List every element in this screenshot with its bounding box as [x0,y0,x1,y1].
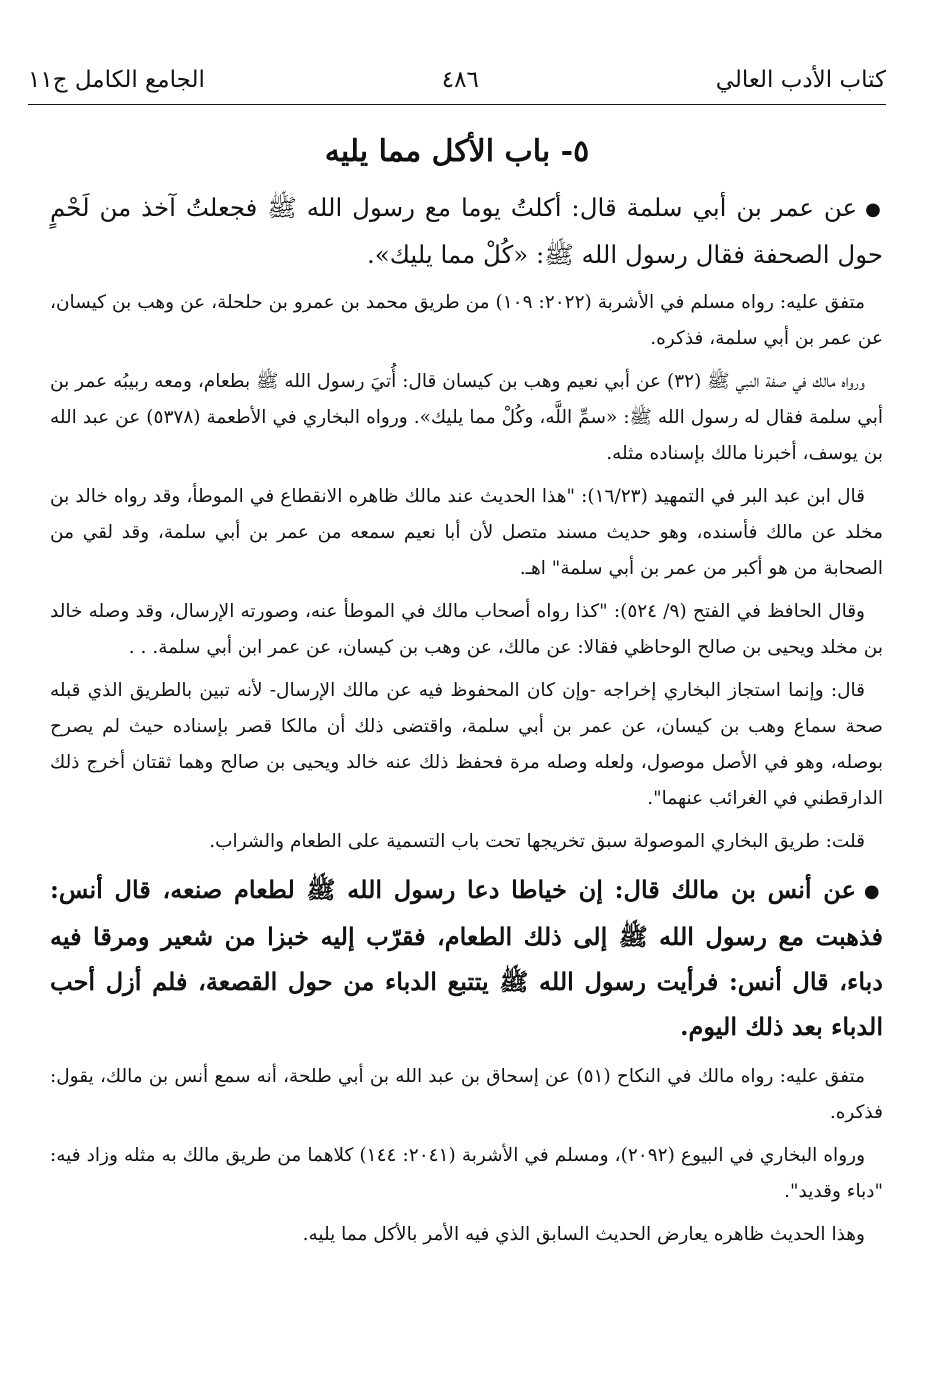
takhrij-note: قال ابن عبد البر في التمهيد (١٦/٢٣): "هذا الحديث عند مالك ظاهره الانقطاع في الموطأ، وقد رواه خالد بن مخلد عن مالك فأسنده، وهو حديث مسند متصل لأن أبا نعيم سمعه من عمر بن أبي سلمة، وقد لقي من الصحابة من هو أكبر من عمر بن أبي سلمة" اهـ. [50,486,883,579]
takhrij-note: متفق عليه: رواه مسلم في الأشربة (٢٠٢٢: ١٠٩) من طريق محمد بن عمرو بن حلحلة، عن وهب بن كيسان، عن عمر بن أبي سلمة، فذكره. [50,292,883,349]
bullet-icon: ● [865,199,883,220]
bullet-icon: ● [863,881,883,902]
page-body [50,185,883,1260]
hadith-text: عن عمر بن أبي سلمة قال: أكلتُ يوما مع رسول الله ﷺ فجعلتُ آخذ من لَحْمٍ حول الصحفة فقال رسول الله ﷺ: «كُلْ مما يليك». [50,193,883,269]
page-number: ٤٨٦ [441,67,479,93]
header-rule [28,104,886,105]
hadith-paragraph [50,867,883,1049]
hadith-paragraph [50,185,883,277]
takhrij-note: ورواه البخاري في البيوع (٢٠٩٢)، ومسلم في الأشربة (٢٠٤١: ١٤٤) كلاهما من طريق مالك به مثله وزاد فيه: "دباء وقديد". [50,1145,883,1202]
book-title: كتاب الأدب العالي [715,67,886,93]
running-header [28,60,886,100]
collection-volume: الجامع الكامل ج١١ [28,67,205,93]
takhrij-note: ورواه مالك في صفة النبي ﷺ (٣٢) عن أبي نعيم وهب بن كيسان قال: أُتيَ رسول الله ﷺ بطعام، ومعه ربيبُه عمر بن أبي سلمة فقال له رسول الله ﷺ: «سمِّ اللَّه، وكُلْ مما يليك». ورواه البخاري في الأطعمة (٥٣٧٨) عن عبد الله بن يوسف، أخبرنا مالك بإسناده مثله. [50,371,883,464]
takhrij-note: متفق عليه: رواه مالك في النكاح (٥١) عن إسحاق بن عبد الله بن أبي طلحة، أنه سمع أنس بن مالك، يقول: فذكره. [50,1066,883,1123]
hadith-text: عن أنس بن مالك قال: إن خياطا دعا رسول الله ﷺ لطعام صنعه، قال أنس: فذهبت مع رسول الله ﷺ إلى ذلك الطعام، فقرّب إليه خبزا من شعير ومرقا فيه دباء، قال أنس: فرأيت رسول الله ﷺ يتتبع الدباء من حول القصعة، فلم أزل أحب الدباء بعد ذلك اليوم. [50,875,883,1041]
takhrij-note: قلت: طريق البخاري الموصولة سبق تخريجها تحت باب التسمية على الطعام والشراب. [209,831,865,852]
takhrij-note: وهذا الحديث ظاهره يعارض الحديث السابق الذي فيه الأمر بالأكل مما يليه. [302,1224,865,1245]
takhrij-note: قال: وإنما استجاز البخاري إخراجه -وإن كان المحفوظ فيه عن مالك الإرسال- لأنه تبين بالطريق الذي قبله صحة سماع وهب بن كيسان، عن عمر بن أبي سلمة، واقتضى ذلك أن مالكا قصر بإسناده حيث لم يصرح بوصله، وهو في الأصل موصول، ولعله وصله مرة فحفظ ذلك عنه خالد ويحيى بن صالح وهما ثقتان أخرج ذلك الدارقطني في الغرائب عنهما". [50,680,883,809]
chapter-title: ٥- باب الأكل مما يليه [324,134,590,169]
takhrij-note: وقال الحافظ في الفتح (٩/ ٥٢٤): "كذا رواه أصحاب مالك في الموطأ عنه، وصورته الإرسال، وقد وصله خالد بن مخلد ويحيى بن صالح الوحاظي فقالا: عن مالك، عن وهب بن كيسان، عن عمر ابن أبي سلمة. . . [50,601,883,658]
